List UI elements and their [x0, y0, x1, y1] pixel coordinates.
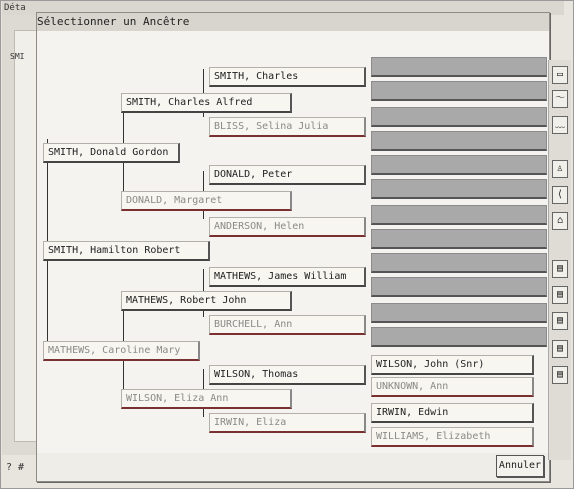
- person-box-gen3[interactable]: WILSON, Eliza Ann: [121, 389, 292, 409]
- tree-icon[interactable]: ⌂: [552, 212, 568, 230]
- person-box-mother[interactable]: SMITH, Hamilton Robert: [43, 241, 210, 261]
- empty-ancestor-slot[interactable]: [371, 179, 547, 199]
- person-box-gen4[interactable]: ANDERSON, Helen: [209, 217, 366, 237]
- arrow-icon[interactable]: ⟨: [552, 186, 568, 204]
- person-box-gen3[interactable]: SMITH, Charles Alfred: [121, 93, 292, 113]
- person-box-gen5[interactable]: WILSON, John (Snr): [371, 355, 534, 375]
- empty-ancestor-slot[interactable]: [371, 277, 547, 297]
- background-panel: [14, 30, 38, 442]
- document-icon[interactable]: ▤: [552, 286, 568, 304]
- person-box-gen4[interactable]: BLISS, Selina Julia: [209, 117, 366, 137]
- empty-ancestor-slot[interactable]: [371, 327, 547, 347]
- dialog-title: Sélectionner un Ancêtre: [37, 15, 190, 28]
- empty-ancestor-slot[interactable]: [371, 131, 547, 151]
- document-icon[interactable]: ▤: [552, 340, 568, 358]
- empty-ancestor-slot[interactable]: [371, 57, 547, 77]
- cancel-button[interactable]: Annuler: [496, 455, 544, 477]
- curve-icon[interactable]: 〜: [552, 90, 568, 108]
- empty-ancestor-slot[interactable]: [371, 107, 547, 127]
- background-list-item[interactable]: SMI: [10, 52, 25, 61]
- curve-icon[interactable]: ﹏: [552, 116, 568, 134]
- person-icon[interactable]: ♙: [552, 160, 568, 178]
- person-box-gen3[interactable]: DONALD, Margaret: [121, 191, 292, 211]
- document-icon[interactable]: ▤: [552, 312, 568, 330]
- status-indicator: ? #: [6, 462, 25, 473]
- person-box-gen4[interactable]: BURCHELL, Ann: [209, 315, 366, 335]
- select-ancestor-dialog: [36, 12, 550, 482]
- person-box-gen5[interactable]: UNKNOWN, Ann: [371, 377, 534, 397]
- person-box-gen5[interactable]: WILLIAMS, Elizabeth: [371, 427, 534, 447]
- empty-ancestor-slot[interactable]: [371, 205, 547, 225]
- person-box-gen4[interactable]: DONALD, Peter: [209, 165, 366, 185]
- person-box-gen5[interactable]: IRWIN, Edwin: [371, 403, 534, 423]
- person-box-gen4[interactable]: IRWIN, Eliza: [209, 413, 366, 433]
- right-toolbar: [548, 60, 571, 460]
- empty-ancestor-slot[interactable]: [371, 81, 547, 101]
- document-icon[interactable]: ▤: [552, 260, 568, 278]
- empty-ancestor-slot[interactable]: [371, 229, 547, 249]
- person-box-root[interactable]: MATHEWS, Caroline Mary: [43, 341, 200, 361]
- empty-ancestor-slot[interactable]: [371, 155, 547, 175]
- dialog-title-bar[interactable]: [37, 13, 549, 32]
- window-icon[interactable]: ▭: [552, 66, 568, 84]
- person-box-gen4[interactable]: MATHEWS, James William: [209, 267, 366, 287]
- person-box-gen4[interactable]: WILSON, Thomas: [209, 365, 366, 385]
- empty-ancestor-slot[interactable]: [371, 303, 547, 323]
- person-box-gen4[interactable]: SMITH, Charles: [209, 67, 366, 87]
- background-window-title: Déta: [2, 1, 564, 15]
- person-box-gen3[interactable]: MATHEWS, Robert John: [121, 291, 292, 311]
- pedigree-tree: [37, 31, 549, 453]
- empty-ancestor-slot[interactable]: [371, 253, 547, 273]
- document-icon[interactable]: ▤: [552, 366, 568, 384]
- person-box-father[interactable]: SMITH, Donald Gordon: [43, 143, 180, 163]
